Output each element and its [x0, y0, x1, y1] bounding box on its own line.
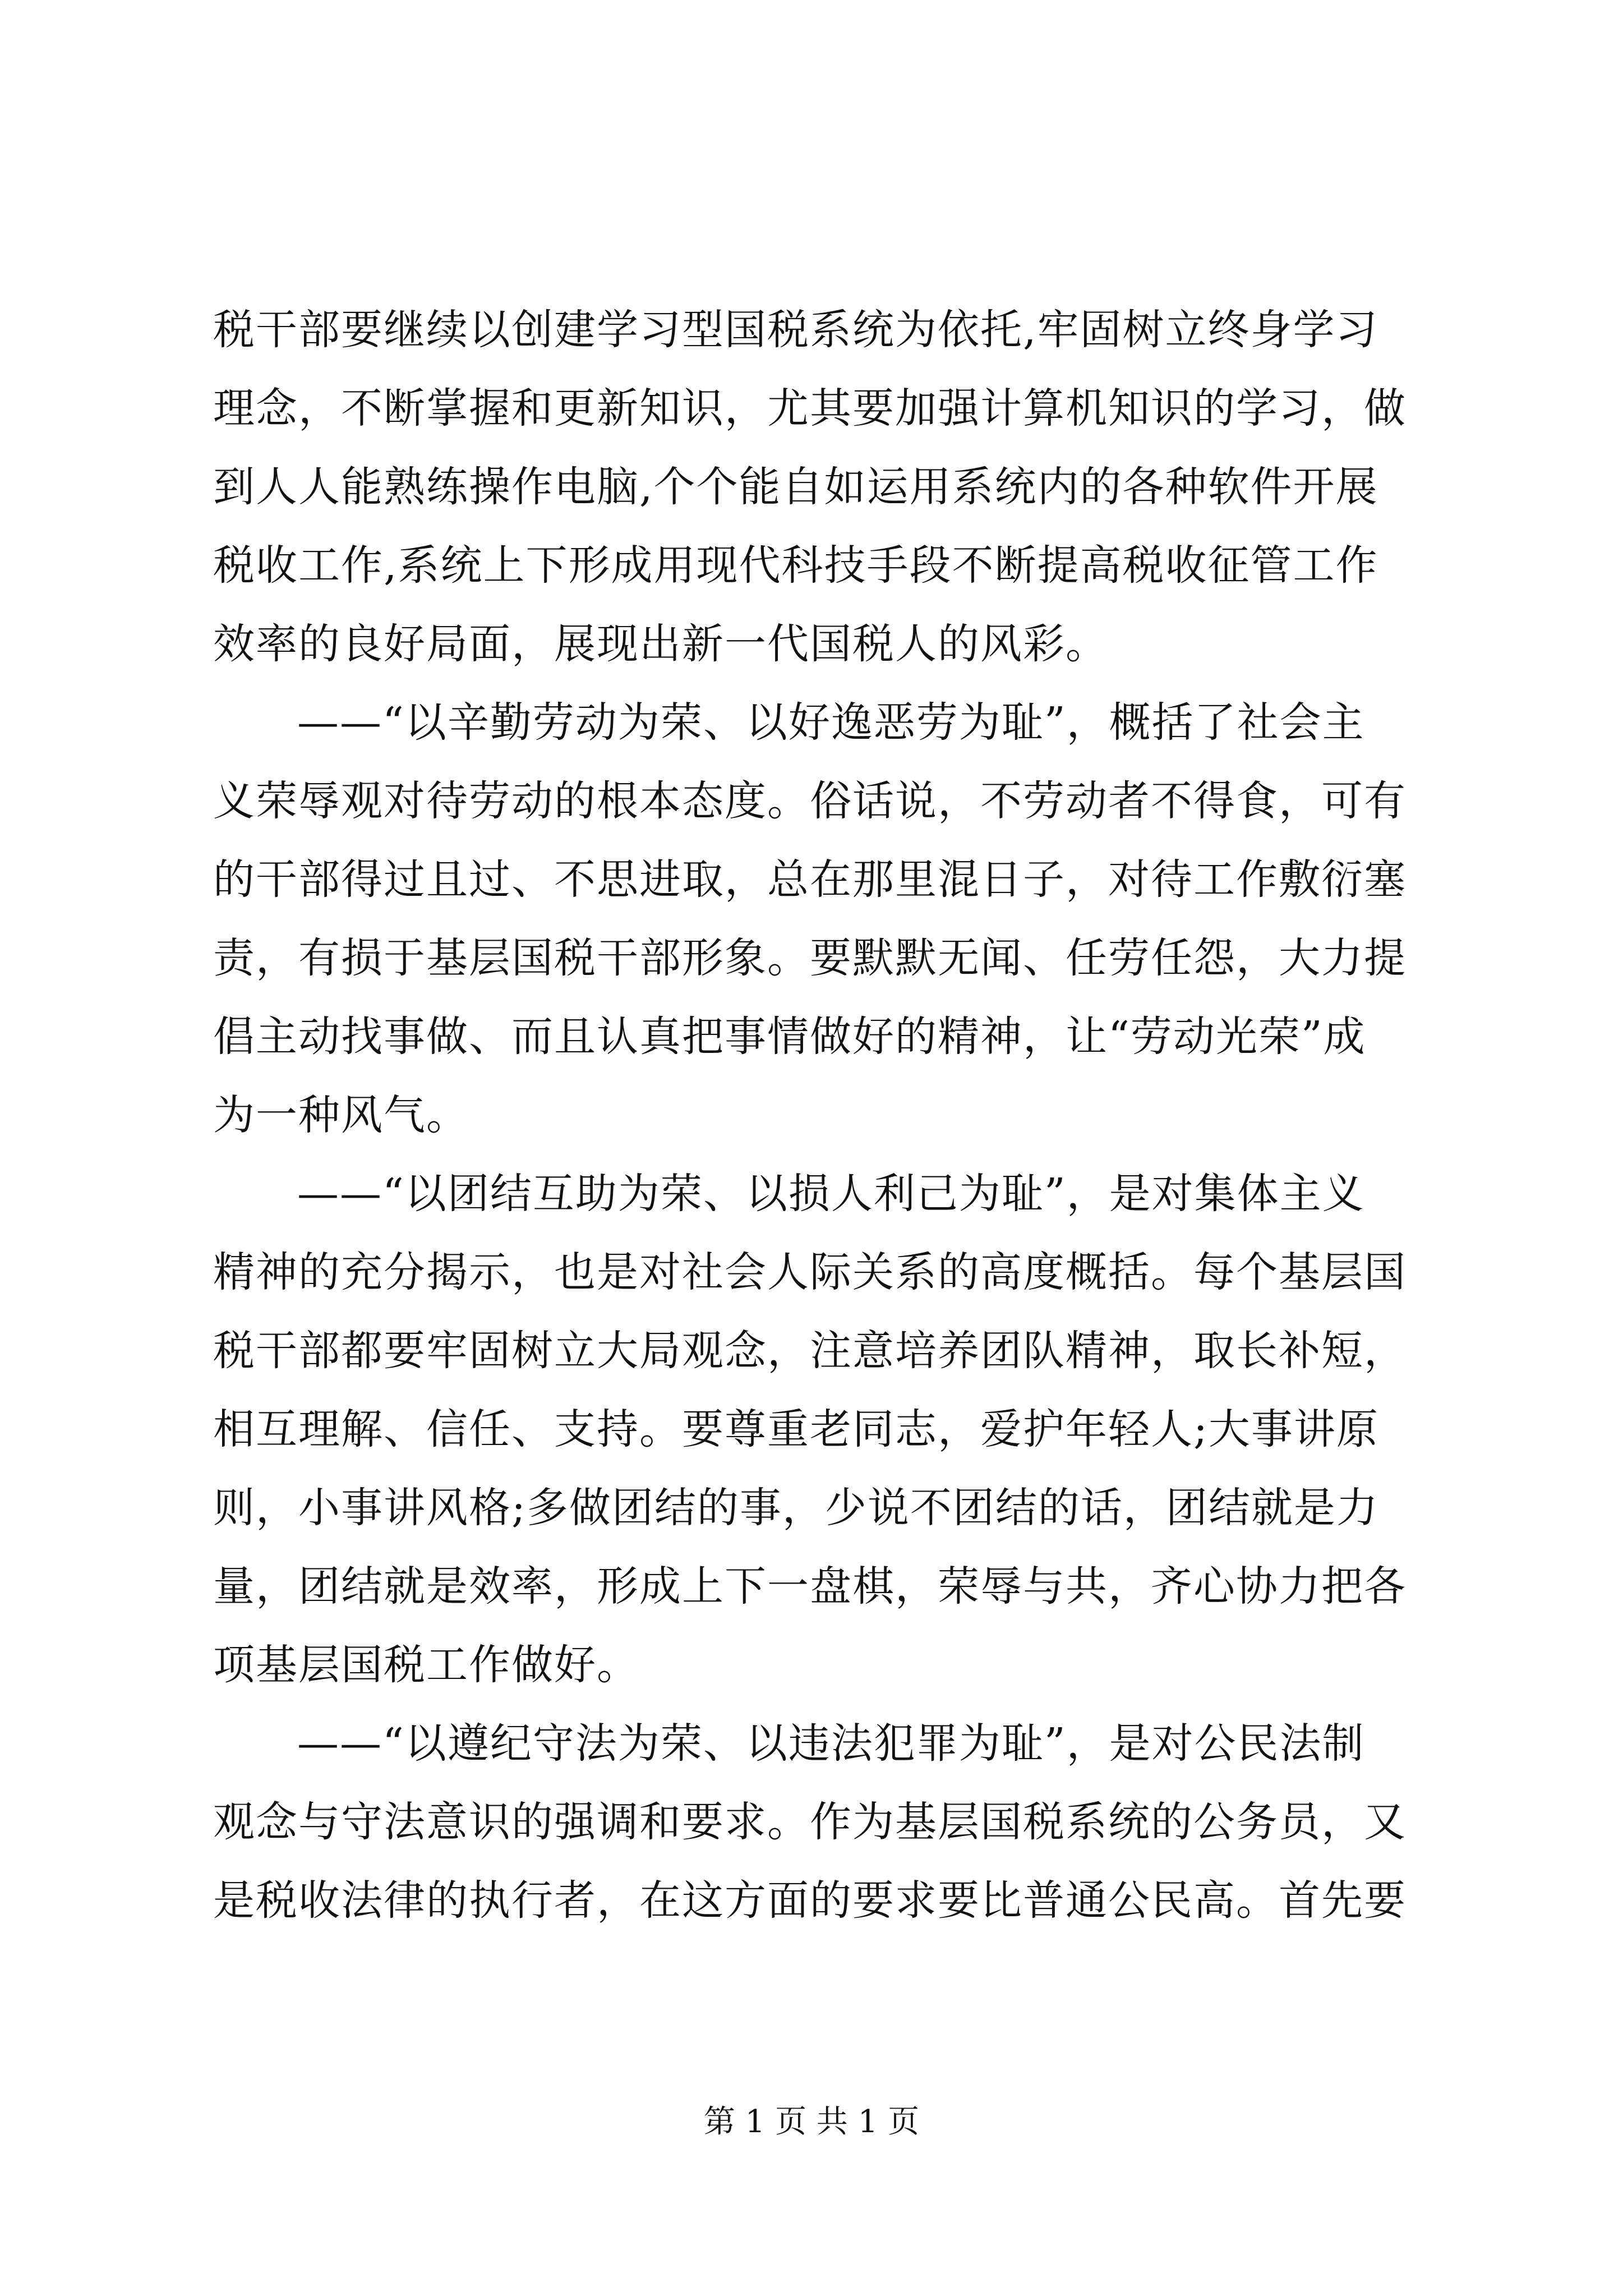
paragraph-start-line: ——“以遵纪守法为荣、以违法犯罪为耻”，是对公民法制 [297, 1719, 1365, 1768]
text-line: 则，小事讲风格;多做团结的事，少说不团结的话，团结就是力 [213, 1484, 1379, 1532]
text-line: 观念与守法意识的强调和要求。作为基层国税系统的公务员，又 [213, 1798, 1407, 1846]
page-footer: 第 1 页 共 1 页 [703, 2104, 920, 2140]
paragraph-start-line: ——“以辛勤劳动为荣、以好逸恶劳为耻”，概括了社会主 [297, 698, 1365, 747]
text-line: 精神的充分揭示，也是对社会人际关系的高度概括。每个基层国 [213, 1248, 1407, 1296]
text-line: 义荣辱观对待劳动的根本态度。俗话说，不劳动者不得食，可有 [213, 777, 1407, 825]
text-line: 税干部要继续以创建学习型国税系统为依托,牢固树立终身学习 [213, 306, 1378, 354]
text-line: 的干部得过且过、不思进取，总在那里混日子，对待工作敷衍塞 [213, 855, 1407, 904]
text-line: 税干部都要牢固树立大局观念，注意培养团队精神，取长补短， [213, 1327, 1407, 1375]
text-line: 为一种风气。 [213, 1091, 469, 1139]
paragraph-start-line: ——“以团结互助为荣、以损人利己为耻”，是对集体主义 [297, 1170, 1365, 1218]
text-line: 量，团结就是效率，形成上下一盘棋，荣辱与共，齐心协力把各 [213, 1562, 1407, 1611]
text-line: 倡主动找事做、而且认真把事情做好的精神，让“劳动光荣”成 [213, 1013, 1366, 1061]
text-line: 责，有损于基层国税干部形象。要默默无闻、任劳任怨，大力提 [213, 934, 1407, 982]
text-line: 效率的良好局面，展现出新一代国税人的风彩。 [213, 620, 1108, 668]
text-line: 理念，不断掌握和更新知识，尤其要加强计算机知识的学习，做 [213, 384, 1407, 432]
text-line: 到人人能熟练操作电脑,个个能自如运用系统内的各种软件开展 [213, 463, 1378, 511]
text-line: 是税收法律的执行者，在这方面的要求要比普通公民高。首先要 [213, 1876, 1407, 1925]
text-line: 项基层国税工作做好。 [213, 1641, 639, 1689]
text-line: 税收工作,系统上下形成用现代科技手段不断提高税收征管工作 [213, 541, 1378, 590]
text-line: 相互理解、信任、支持。要尊重老同志，爱护年轻人;大事讲原 [213, 1405, 1379, 1453]
